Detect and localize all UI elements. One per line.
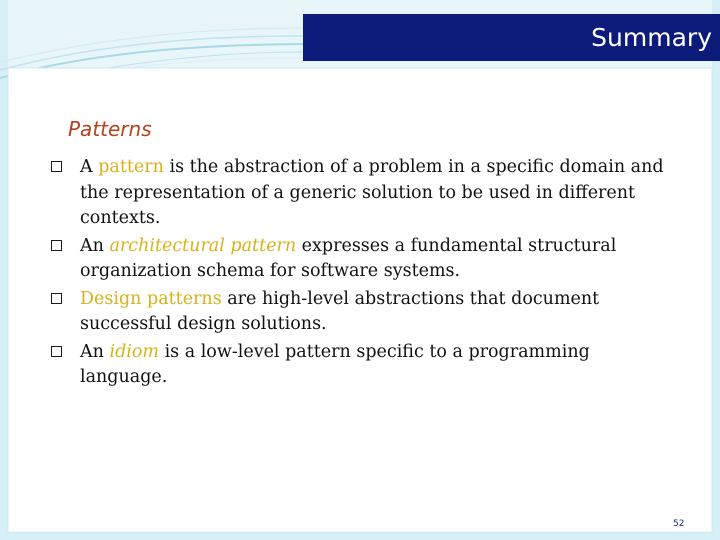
bullet-text-pre: An: [80, 341, 110, 362]
bullet-text-post: expresses a fundamental structural organization schema for software systems.: [80, 235, 617, 281]
slide-title: Summary: [591, 23, 712, 52]
highlighted-term: Design patterns: [80, 288, 222, 309]
title-band: [303, 14, 720, 61]
bullet-item: [48, 155, 668, 232]
bullet-text-post: is a low-level pattern specific to a programming language.: [80, 341, 590, 387]
highlighted-term: pattern: [98, 157, 164, 177]
bullet-text-pre: An: [80, 235, 110, 256]
checkbox-bullet-icon: [51, 346, 62, 357]
section-subtitle: Patterns: [68, 117, 152, 141]
highlighted-term: idiom: [109, 341, 160, 362]
checkbox-bullet-icon: [51, 161, 62, 172]
bullet-text-pre: A: [80, 157, 99, 177]
bullet-item: [48, 340, 668, 391]
bullet-item: [48, 287, 668, 338]
bullet-text-post: are high-level abstractions that document successful design solutions.: [80, 288, 600, 334]
bullet-item: [48, 234, 668, 285]
bullet-text-post: is the abstraction of a problem in a specific domain and the representation of a generic solution to be used in different contexts.: [80, 157, 664, 228]
page-number: 52: [673, 519, 685, 529]
checkbox-bullet-icon: [51, 293, 62, 304]
highlighted-term: architectural pattern: [109, 235, 297, 256]
checkbox-bullet-icon: [51, 240, 62, 251]
bullet-list: [48, 155, 668, 393]
